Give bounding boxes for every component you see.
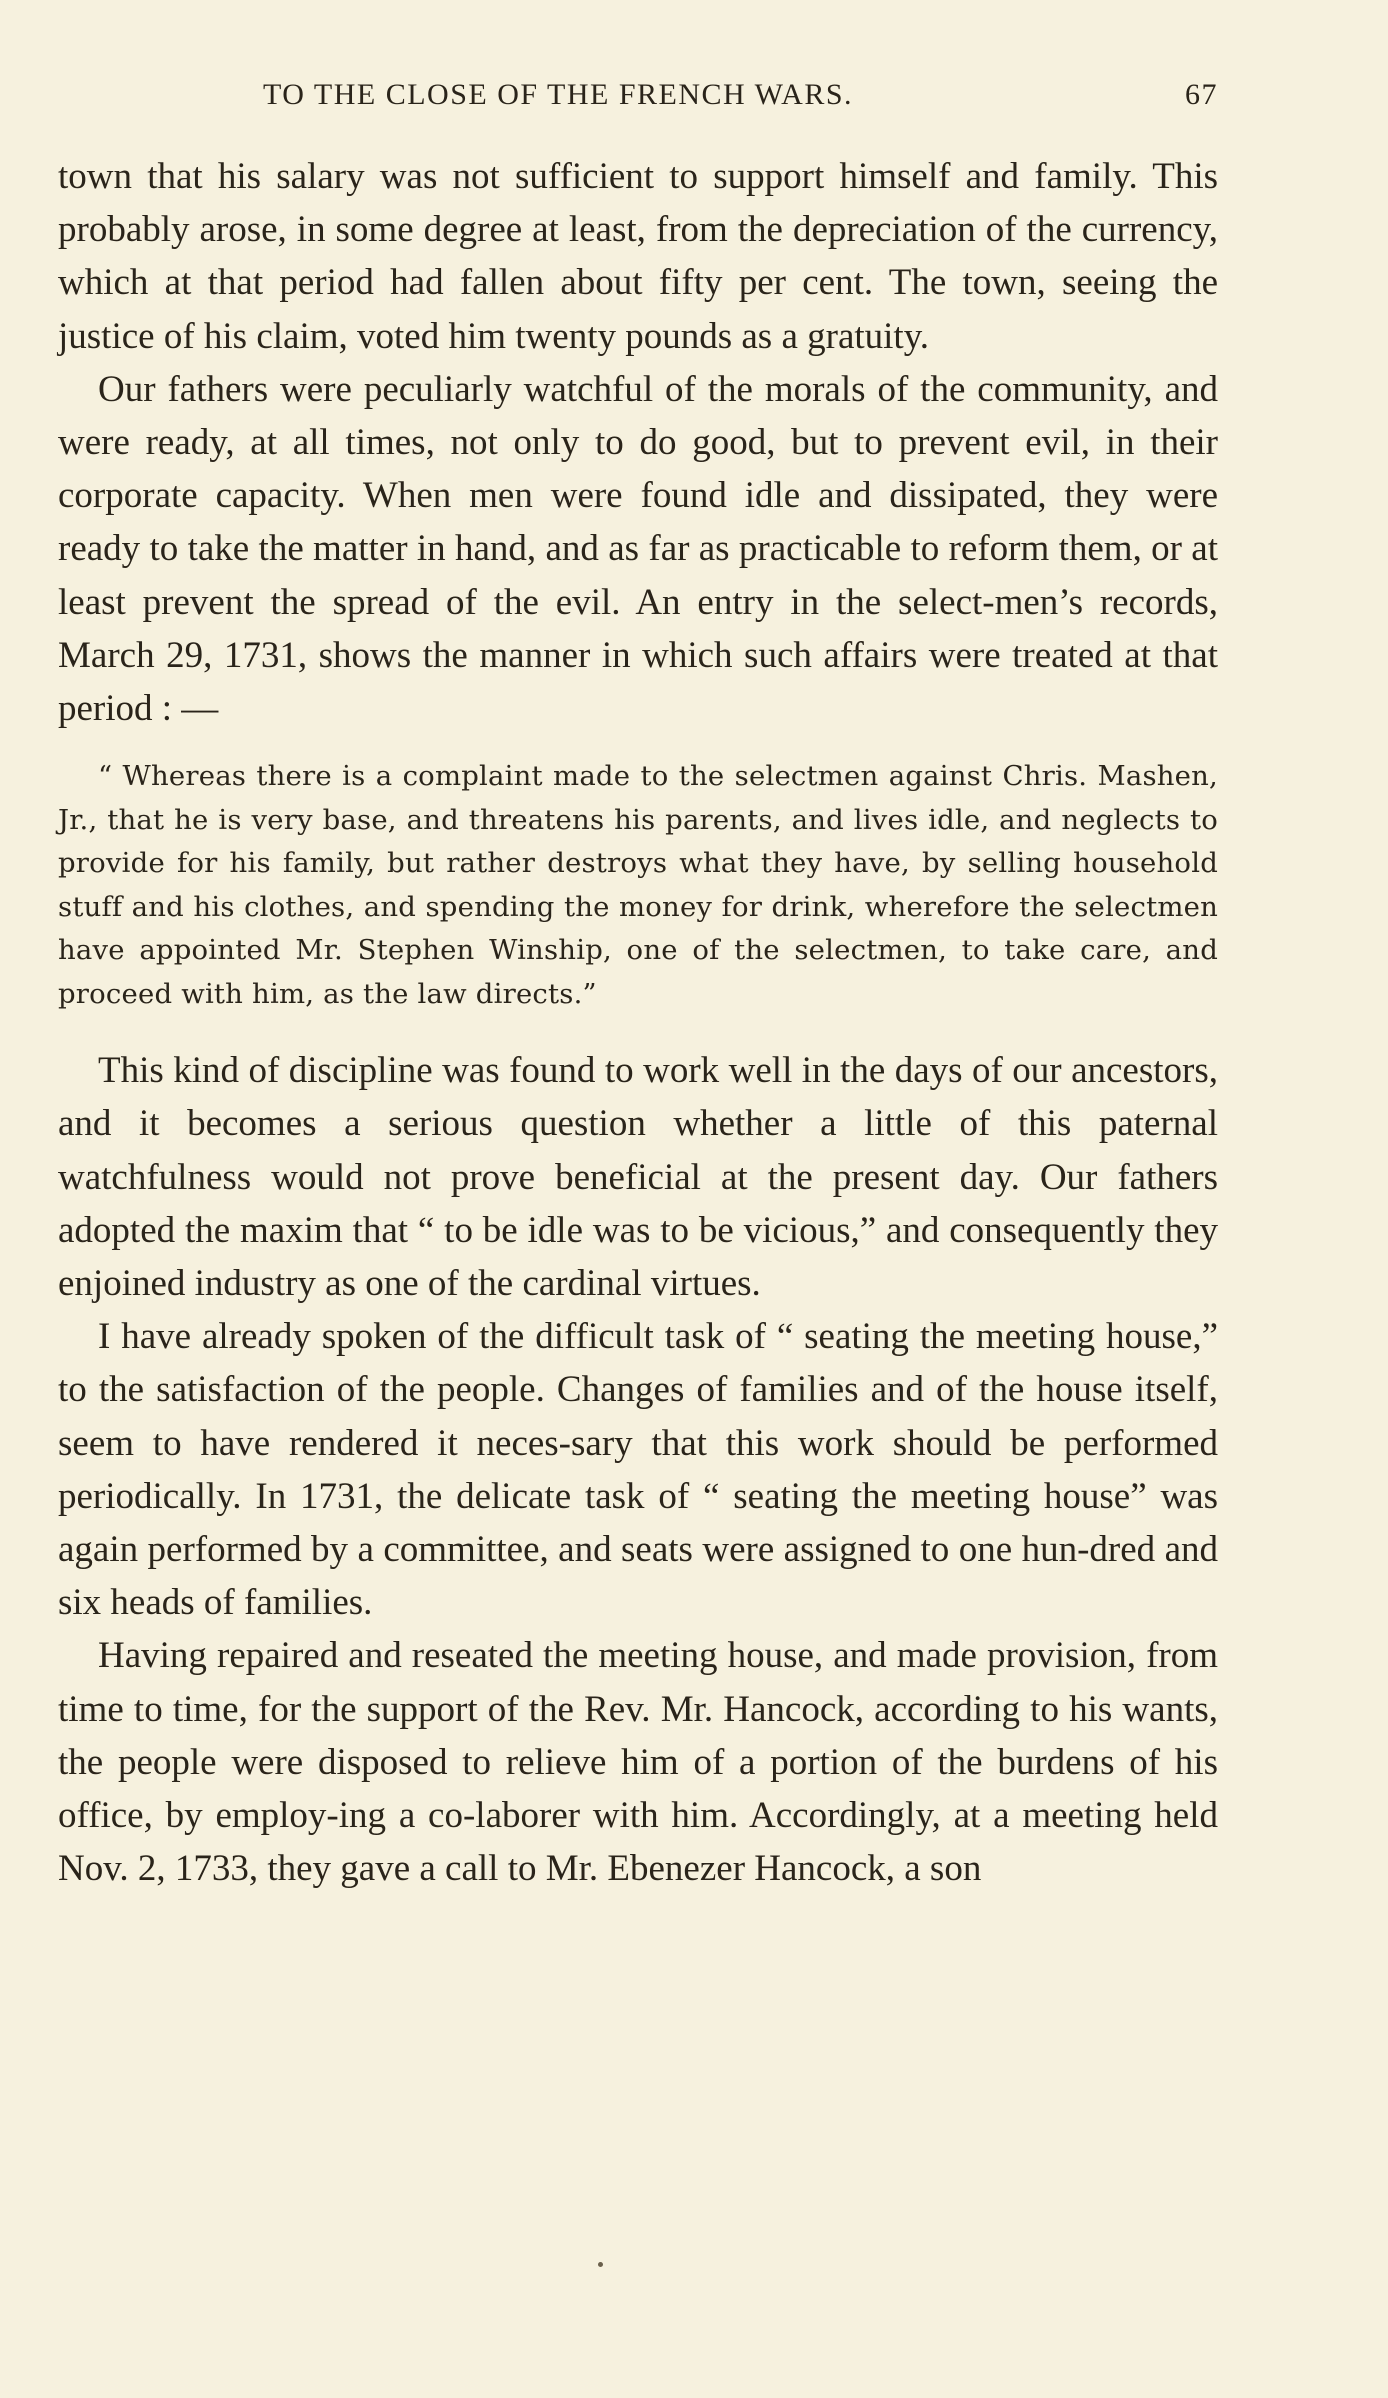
printer-mark-dot bbox=[598, 2262, 603, 2267]
paragraph-morals: Our fathers were peculiarly watchful of the morals of the community, and were ready, at all times, not only to do good, but to prevent evil, in their corporate capacity. When men were found idle and dissipated, they were ready to take the matter in hand, and as far as practicable to reform them, or at least prevent the spread of the evil. An entry in the select-men’s records, March 29, 1731, shows the manner in which such affairs were treated at that period : — bbox=[58, 368, 1218, 730]
body-text bbox=[58, 150, 1218, 1895]
paragraph-salary: town that his salary was not sufficient to support himself and family. This probably arose, in some degree at least, from the depreciation of the currency, which at that period had fallen about fifty per cent. The town, seeing the justice of his claim, voted him twenty pounds as a gratuity. bbox=[58, 156, 1218, 357]
paragraph-discipline: This kind of discipline was found to work well in the days of our ancestors, and it becomes a serious question whether a little of this paternal watchfulness would not prove beneficial at the present day. Our fathers adopted the maxim that “ to be idle was to be vicious,” and consequently they enjoined industry as one of the cardinal virtues. bbox=[58, 1050, 1218, 1305]
running-head bbox=[58, 70, 1218, 120]
page-number: 67 bbox=[1185, 78, 1218, 111]
paragraph-hancock: Having repaired and reseated the meeting house, and made provision, from time to time, for the support of the Rev. Mr. Hancock, according to his wants, the people were disposed to relieve him of a portion of the burdens of his office, by employ-ing a co-laborer with him. Accordingly, at a meeting held Nov. 2, 1733, they gave a call to Mr. Ebenezer Hancock, a son bbox=[58, 1635, 1218, 1890]
paragraph-seating: I have already spoken of the difficult task of “ seating the meeting house,” to the satisfaction of the people. Changes of families and of the house itself, seem to have rendered it neces-sary that this work should be performed periodically. In 1731, the delicate task of “ seating the meeting house” was again performed by a committee, and seats were assigned to one hun-dred and six heads of families. bbox=[58, 1316, 1218, 1624]
running-title: TO THE CLOSE OF THE FRENCH WARS. bbox=[263, 78, 854, 111]
block-quote-selectmen-record: “ Whereas there is a complaint made to the selectmen against Chris. Mashen, Jr., that he is very base, and threatens his parents, and lives idle, and neglects to provide for his family, but rather destroys what they have, by selling household stuff and his clothes, and spending the money for drink, wherefore the selectmen have appointed Mr. Stephen Winship, one of the selectmen, to take care, and proceed with him, as the law directs.” bbox=[58, 760, 1218, 1010]
